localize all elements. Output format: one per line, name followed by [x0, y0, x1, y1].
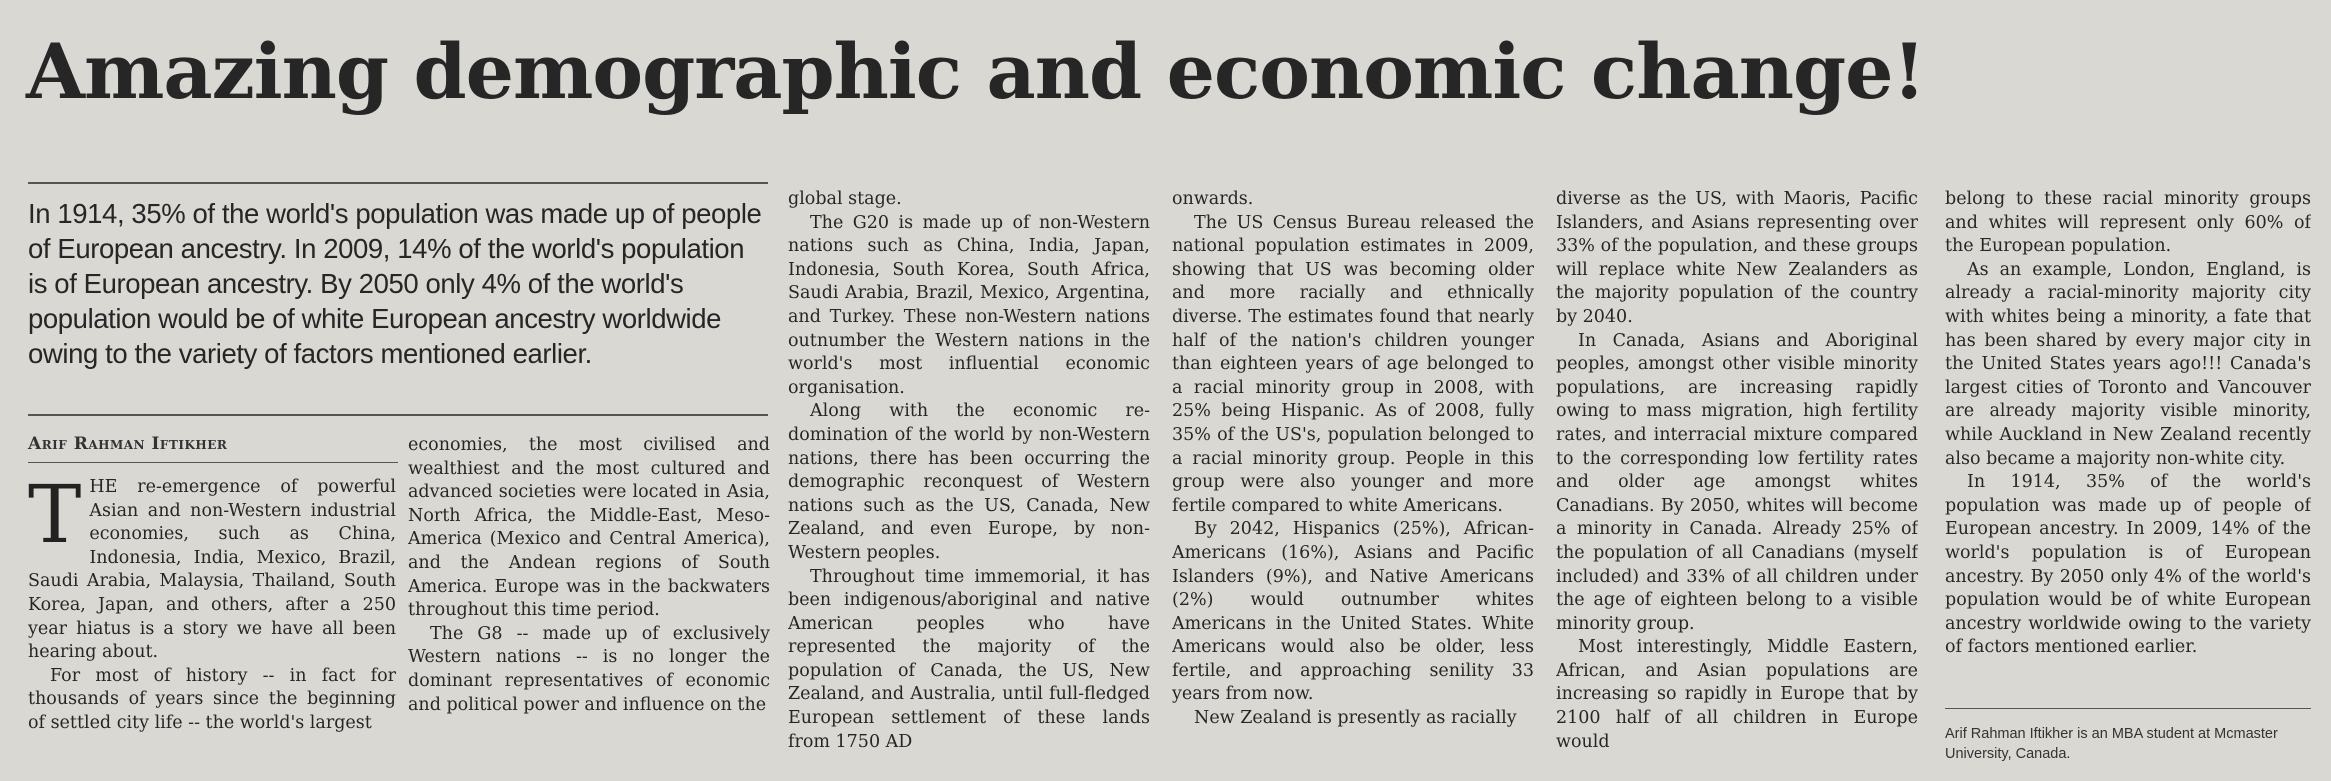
author-footnote: Arif Rahman Iftikher is an MBA student at Mcmaster University, Canada.: [1945, 726, 2278, 762]
paragraph: The G20 is made up of non-Western nations such as China, India, Japan, Indonesia, South Korea, South Africa, Saudi Arabia, Brazil, Mexico, Argentina, and Turkey. These non-Western nations outnumber the Western nations in the world's most influential economic organisation.: [788, 212, 1150, 398]
footnote-rule: [1945, 708, 2311, 709]
paragraph: belong to these racial minority groups and whites will represent only 60% of the European population.: [1945, 189, 2311, 257]
article-column-4: [1172, 188, 1534, 758]
pull-quote: In 1914, 35% of the world's population was made up of people of European ancestry. In 2009, 14% of the world's population is of European ancestry. By 2050 only 4% of the world's population would be of white European ancestry worldwide owing to the variety of factors mentioned earlier.: [28, 198, 762, 369]
byline-rule: [28, 462, 398, 463]
article-column-2: [408, 434, 770, 754]
byline: Arif Rahman Iftikher: [28, 434, 228, 454]
paragraph: HE re-emergence of powerful Asian and non-Western industrial economies, such as China, Indonesia, India, Mexico, Brazil, Saudi Arabia, Malaysia, Thailand, South Korea, Japan, and others, after a 250 year hiatus is a story we have all been hearing about.: [28, 477, 396, 663]
paragraph: In Canada, Asians and Aboriginal peoples, amongst other visible minority populations, are increasing rapidly owing to mass migration, high fertility rates, and interracial mixture compared to the corresponding low fertility rates and older age amongst whites Canadians. By 2050, whites will become a minority in Canada. Already 25% of the population of all Canadians (myself included) and 33% of all children under the age of eighteen belong to a visible minority group.: [1556, 330, 1918, 634]
paragraph: global stage.: [788, 189, 902, 209]
headline: Amazing demographic and economic change!: [26, 27, 1925, 116]
paragraph: Most interestingly, Middle Eastern, African, and Asian populations are increasing so rapidly in Europe that by 2100 half of all children in Europe would: [1556, 637, 1918, 752]
pull-quote-bottom-rule: [28, 414, 768, 416]
paragraph: New Zealand is presently as racially: [1194, 708, 1517, 729]
paragraph: The G8 -- made up of exclusively Western nations -- is no longer the dominant representatives of economic and political power and influence on the: [408, 623, 770, 715]
paragraph: For most of history -- in fact for thousands of years since the beginning of settled city life -- the world's largest: [28, 665, 396, 733]
article-column-6: [1945, 188, 2311, 700]
paragraph: economies, the most civilised and wealthiest and the most cultured and advanced societies were located in Asia, North Africa, the Middle-East, Meso-America (Mexico and Central America), and the Andean regions of South America. Europe was in the backwaters throughout this time period.: [408, 435, 770, 621]
paragraph: Throughout time immemorial, it has been indigenous/aboriginal and native American peoples who have represented the majority of the population of Canada, the US, New Zealand, and Australia, until full-fledged European settlement of these lands from 1750 AD: [788, 566, 1150, 752]
article-column-1: [28, 476, 396, 746]
paragraph: As an example, London, England, is already a racial-minority majority city with whites being a minority, a fate that has been shared by every major city in the United States years ago!!! Canada's largest cities of Toronto and Vancouver are already majority visible minority, while Auckland in New Zealand recently also became a majority non-white city.: [1945, 259, 2311, 469]
paragraph: onwards.: [1172, 189, 1254, 209]
article-column-5: [1556, 188, 1918, 758]
paragraph: The US Census Bureau released the national population estimates in 2009, showing that US was becoming older and more racially and ethnically diverse. The estimates found that nearly half of the nation's children younger than eighteen years of age belonged to a racial minority group in 2008, with 25% being Hispanic. As of 2008, fully 35% of the US's, population belonged to a racial minority group. People in this group were also younger and more fertile compared to white Americans.: [1172, 212, 1534, 516]
paragraph: In 1914, 35% of the world's population was made up of people of European ancestry. In 2009, 14% of the world's population is of European ancestry. By 2050 only 4% of the world's population would be of white European ancestry worldwide owing to the variety of factors mentioned earlier.: [1945, 472, 2311, 658]
paragraph: By 2042, Hispanics (25%), African-Americans (16%), Asians and Pacific Islanders (9%), and Native Americans (2%) would outnumber whites Americans in the United States. White Americans would also be older, less fertile, and approaching senility 33 years from now.: [1172, 519, 1534, 705]
paragraph: Along with the economic re-domination of the world by non-Western nations, there has been occurring the demographic reconquest of Western nations such as the US, Canada, New Zealand, and even Europe, by non-Western peoples.: [788, 401, 1150, 563]
drop-cap: T: [28, 476, 82, 561]
article-column-3: [788, 188, 1150, 758]
pull-quote-top-rule: [28, 182, 768, 184]
paragraph: diverse as the US, with Maoris, Pacific Islanders, and Asians representing over 33% of the population, and these groups will replace white New Zealanders as the majority population of the country by 2040.: [1556, 189, 1918, 327]
